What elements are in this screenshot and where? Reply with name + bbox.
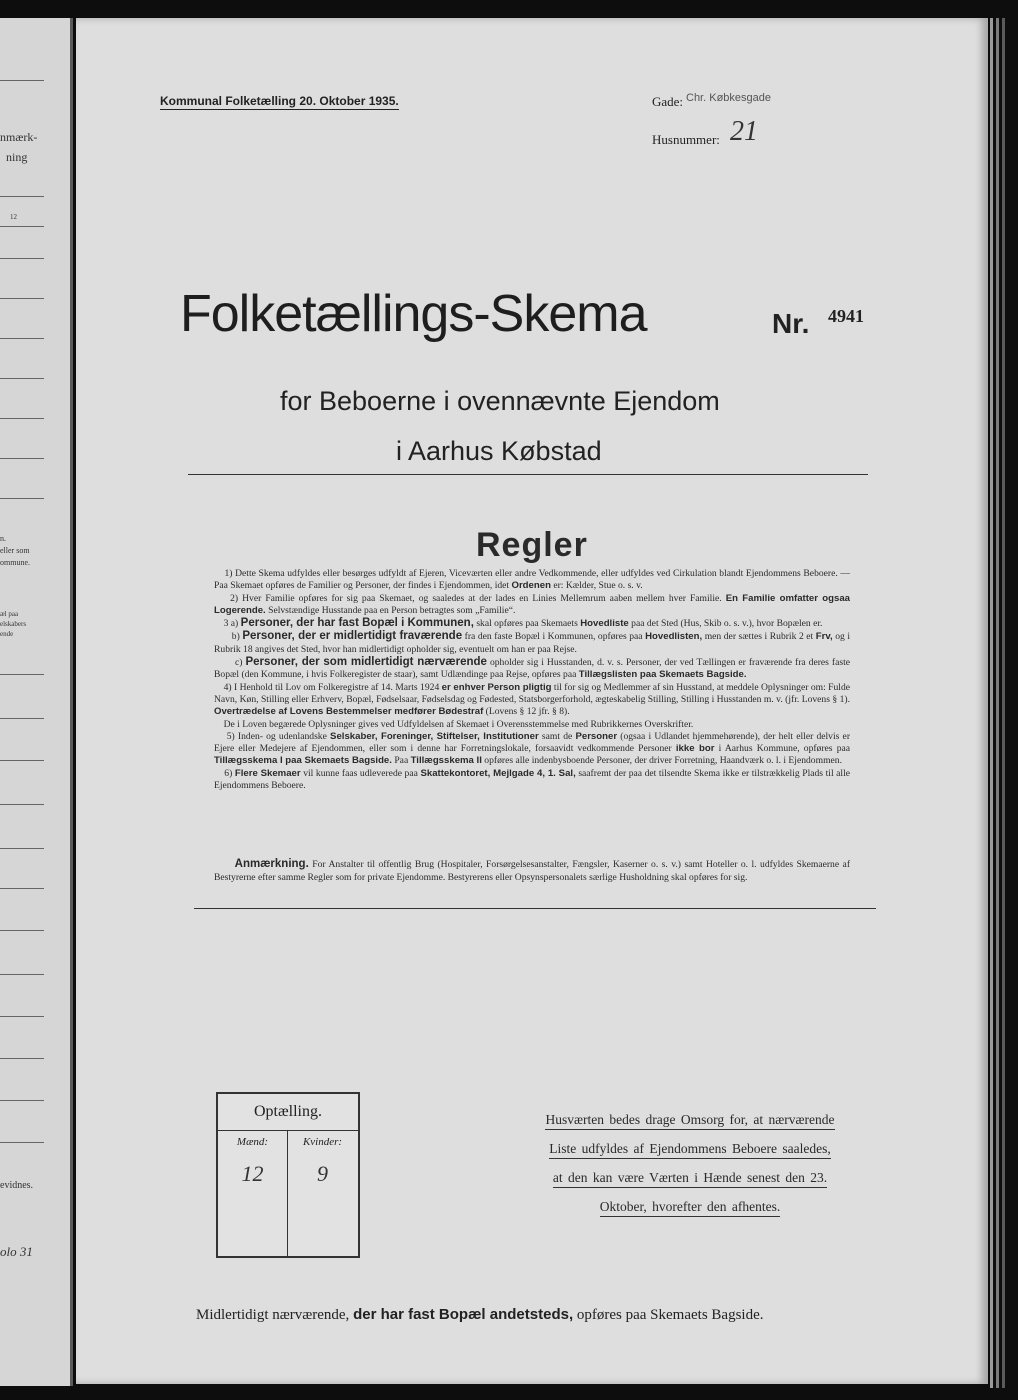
left-fragment: elskabers [0, 620, 27, 628]
house-number-value: 21 [730, 116, 758, 147]
tally-men-label: Mænd: [236, 1136, 269, 1148]
street-value: Chr. Købkesgade [686, 92, 771, 104]
tally-men-value: 12 [241, 1161, 264, 1186]
left-rule [0, 930, 44, 931]
rule-4: 4) I Henhold til Lov om Folkeregistre af 14. Marts 1924 er enhver Person pligtig til for sig og Medlemmer af sin Husstand, at meddele Oplysninger om: Fulde Navn, Køn, Stilling eller Erhverv, Bopæl, Fødselsaar, Fødselsdag og Fødested, Statsborgerforhold, ægteskabelig Stilling, Stilling i Husstanden m. v. (jfr. Lovens § 1). Overtrædelse af Lovens Bestemmelser medfører Bødestraf (Lovens § 12 jfr. § 8). [214, 681, 850, 718]
page-edge [996, 18, 999, 1388]
tally-women-label: Kvinder: [302, 1136, 343, 1148]
remark-label: Anmærkning. [234, 858, 309, 870]
left-rule [0, 1100, 44, 1101]
notice-line: Liste udfyldes af Ejendommens Beboere saaledes, [520, 1141, 860, 1157]
census-form-page [76, 18, 988, 1384]
rule-3c: c) Personer, der som midlertidigt nærværende opholder sig i Husstanden, d. v. s. Personer, der ved Tællingen er fraværende fra deres faste Bopæl (den Kommune, i hvis Folkeregister de staar), samt Udlændinge paa Rejse, opføres paa Tillægslisten paa Skemaets Bagside. [214, 656, 851, 681]
left-page-strip [0, 18, 73, 1386]
left-fragment: ende [0, 630, 14, 638]
left-rule [0, 338, 44, 339]
rule-2: 2) Hver Familie opføres for sig paa Skemaet, og saaledes at der lades en Linies Mellemrum aaben mellem hver Familie. En Familie omfatter ogsaa Logerende. Selvstændige Husstande paa en Person betragtes som „Familie“. [214, 592, 851, 616]
notice-line: Husværten bedes drage Omsorg for, at nærværende [520, 1112, 860, 1128]
notice-line: at den kan være Værten i Hænde senest den 23. [520, 1170, 860, 1186]
rule-4-cont: De i Loven begærede Oplysninger gives ved Udfyldelsen af Skemaet i Overensstemmelse med Rubrikkernes Overskrifter. [223, 718, 694, 730]
remark-paragraph [214, 858, 850, 884]
page-edge [990, 18, 993, 1388]
left-rule [0, 760, 44, 761]
left-rule [0, 196, 44, 197]
rule-6: 6) Flere Skemaer vil kunne faas udleverede paa Skattekontoret, Mejlgade 4, 1. Sal, saafremt der paa det tilsendte Skema ikke er tilstrækkelig Plads til alle Ejendommens Beboere. [214, 767, 851, 792]
left-fragment: nmærk- [0, 130, 38, 144]
left-rule [0, 1016, 44, 1017]
footer-instruction: Midlertidigt nærværende, der har fast Bopæl andetsteds, opføres paa Skemaets Bagside. [196, 1306, 764, 1323]
left-rule [0, 298, 44, 299]
left-fragment: olo 31 [0, 1244, 33, 1259]
rules-text [214, 568, 850, 792]
left-rule [0, 498, 44, 499]
left-fragment: ning [6, 150, 28, 164]
left-rule [0, 1142, 44, 1143]
tally-box [216, 1092, 360, 1258]
left-fragment: ommune. [0, 558, 30, 567]
street-label: Gade: [652, 94, 684, 109]
tally-men-column [218, 1131, 288, 1256]
form-subtitle-city: i Aarhus Købstad [396, 436, 602, 466]
rules-heading: Regler [476, 526, 588, 564]
rule-1: 1) Dette Skema udfyldes eller besørges udfyldt af Ejeren, Viceværten eller andre Vedkommende, eller udfyldes ved Cirkulation blandt Ejendommens Beboere. — Paa Skemaet opføres de Familier og Personer, der findes i Ejendommen, idet Ordenen er: Kælder, Stue o. s. v. [214, 568, 850, 592]
notice-line: Oktober, hvorefter den afhentes. [520, 1199, 860, 1215]
left-fragment: eller som [0, 546, 30, 555]
form-subtitle: for Beboerne i ovennævnte Ejendom [280, 386, 720, 416]
remark-text: For Anstalter til offentlig Brug (Hospitaler, Forsørgelsesanstalter, Fængsler, Kaserner o. s. v.) samt Hoteller o. l. udfyldes Skemaerne af Bestyrerne efter samme Regler som for private Ejendomme. Bestyrerens eller Opsynspersonalets særlige Husholdning skal opføres for sig. [214, 859, 851, 883]
rule-3b: b) Personer, der er midlertidigt fraværende fra den faste Bopæl i Kommunen, opføres paa Hovedlisten, men der sættes i Rubrik 2 et Frv, og i Rubrik 18 angives det Sted, hvor han midlertidigt opholder sig, eventuelt om han er paa Rejse. [214, 630, 850, 655]
form-number-label: Nr. [772, 308, 810, 339]
left-rule [0, 674, 44, 675]
census-header-title: Kommunal Folketælling 20. Oktober 1935. [160, 94, 399, 108]
left-fragment: 12 [10, 213, 17, 221]
divider-line [194, 908, 876, 909]
page-edge [1002, 18, 1005, 1388]
left-rule [0, 418, 44, 419]
left-rule [0, 848, 44, 849]
house-number-label: Husnummer: [652, 132, 720, 147]
left-fragment: evidnes. [0, 1180, 34, 1191]
form-number-value: 4941 [828, 306, 864, 326]
tally-title: Optælling. [218, 1094, 358, 1131]
landlord-notice [520, 1112, 860, 1228]
rule-3a: 3 a) Personer, der har fast Bopæl i Kommunen, skal opføres paa Skemaets Hovedliste paa det Sted (Hus, Skib o. s. v.), hvor Bopælen er. [223, 617, 823, 630]
left-rule [0, 226, 44, 227]
left-fragment: n. [0, 534, 6, 543]
divider-line [188, 474, 868, 475]
form-title: Folketællings-Skema [180, 285, 647, 343]
left-rule [0, 80, 44, 81]
left-rule [0, 974, 44, 975]
left-rule [0, 458, 44, 459]
tally-women-value: 9 [317, 1161, 328, 1186]
rule-5: 5) Inden- og udenlandske Selskaber, Foreninger, Stiftelser, Institutioner samt de Personer (ogsaa i Udlandet hjemmehørende), der helt eller delvis er Ejere eller Medejere af Ejendommen, eller som i denne har Forretningslokale, forsaavidt vedkommende Personer ikke bor i Aarhus Kommune, opføres paa Tillægsskema I paa Skemaets Bagside. Paa Tillægsskema II opføres alle indenbysboende Personer, der driver Forretning, Haandværk o. l. i Ejendommen. [214, 730, 851, 767]
left-rule [0, 378, 44, 379]
left-rule [0, 1058, 44, 1059]
left-rule [0, 718, 44, 719]
left-rule [0, 888, 44, 889]
left-rule [0, 258, 44, 259]
left-fragment: æl paa [0, 610, 19, 618]
tally-women-column [288, 1131, 357, 1256]
left-rule [0, 804, 44, 805]
